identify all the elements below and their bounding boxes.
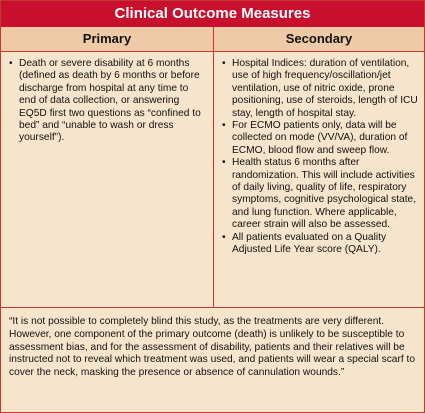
secondary-list: [214, 52, 424, 257]
primary-column: [1, 52, 214, 307]
blinding-quote: “It is not possible to completely blind this study, as the treatments are very different. However, one component of the primary outcome (death) is unlikely to be susceptible to assessment bias, and for the assessment of disability, patients and their relatives will be instructed not to reveal which treatment was used, and patients will wear a special scarf to cover the neck, masking the presence or absence of cannulation wounds.”: [9, 316, 416, 379]
secondary-item-qaly: • All patients evaluated on a Quality Adjusted Life Year score (QALY).: [218, 232, 418, 257]
secondary-column-heading: Secondary: [214, 27, 424, 51]
secondary-item-ecmo: • For ECMO patients only, data will be collected on mode (VV/VA), duration of ECMO, blood flow and sweep flow.: [218, 120, 418, 157]
secondary-item-health-status: • Health status 6 months after randomization. This will include activities of daily living, quality of life, respiratory symptoms, cognitive psychological state, and lung function. Where applicable, career strain will also be assessed.: [218, 157, 418, 231]
primary-list: [1, 52, 213, 145]
secondary-column: [214, 52, 424, 307]
primary-column-heading: Primary: [1, 27, 214, 51]
secondary-item-hospital-indices: • Hospital Indices: duration of ventilation, use of high frequency/oscillation/jet ventilation, use of nitric oxide, prone positioning, use of steroids, length of ICU stay, length of hospital stay.: [218, 58, 418, 120]
table-title: Clinical Outcome Measures: [1, 1, 424, 27]
primary-item: • Death or severe disability at 6 months (defined as death by 6 months or before discharge from hospital at any time to end of data collection, or answering EQ5D first two questions as “confined to bed” and “unable to wash or dress yourself”).: [5, 58, 205, 145]
body-divider: [1, 307, 424, 308]
